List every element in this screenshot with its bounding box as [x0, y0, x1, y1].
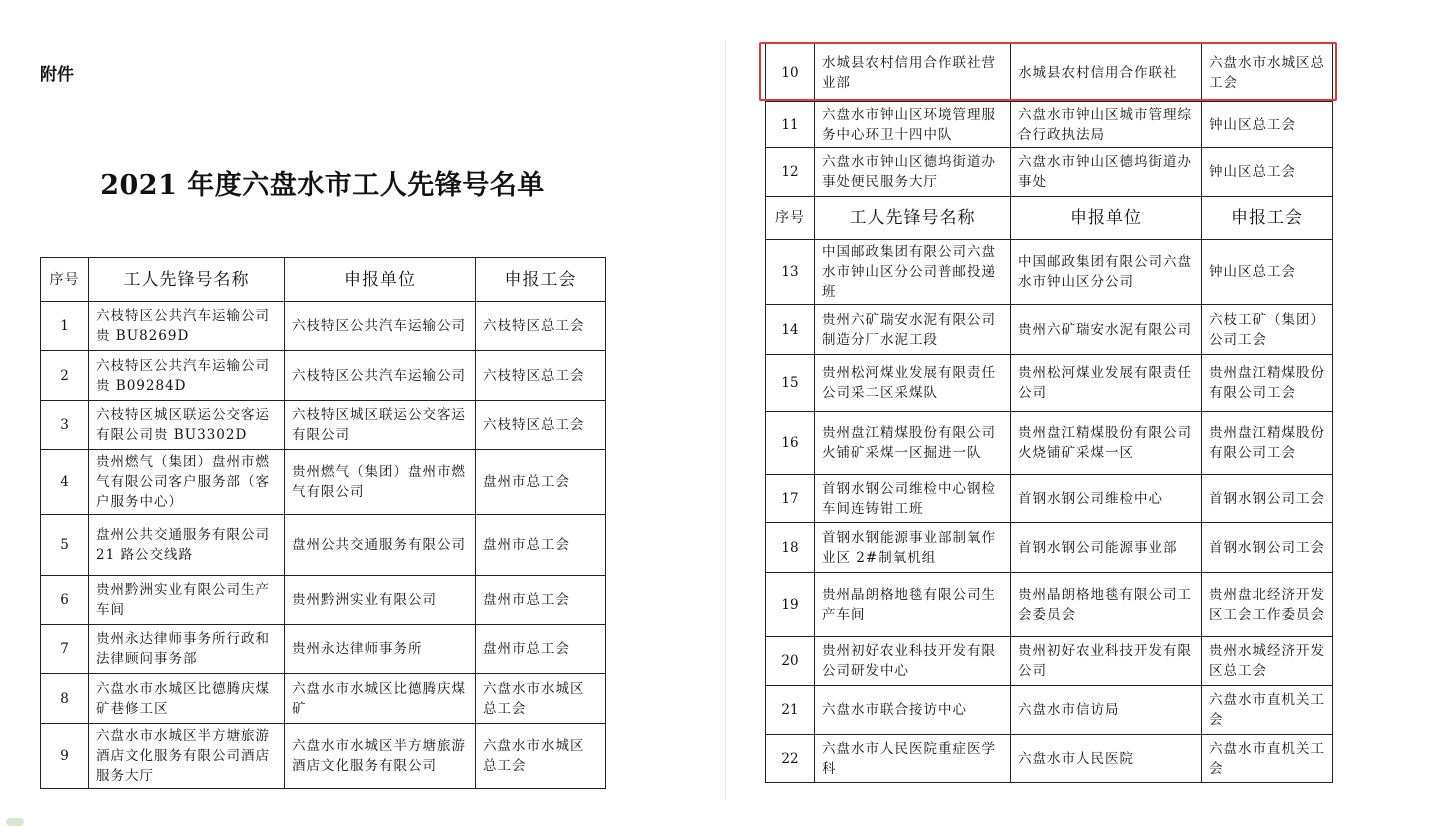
cell-seq: 1 — [41, 302, 89, 351]
cell-unit: 中国邮政集团有限公司六盘水市钟山区分公司 — [1011, 240, 1202, 305]
cell-name: 贵州初好农业科技开发有限公司研发中心 — [815, 637, 1011, 686]
table-header-repeat — [766, 197, 1333, 240]
cell-union: 六盘水市水城区总工会 — [1202, 44, 1333, 102]
header-name: 工人先锋号名称 — [815, 197, 1011, 240]
header-union: 申报工会 — [1202, 197, 1333, 240]
cell-unit: 六枝特区公共汽车运输公司 — [285, 351, 476, 401]
cell-seq: 14 — [766, 305, 815, 355]
cell-name: 首钢水钢能源事业部制氧作业区 2#制氧机组 — [815, 523, 1011, 573]
cell-seq: 9 — [41, 724, 89, 789]
cell-name: 六盘水市水城区比德腾庆煤矿巷修工区 — [89, 674, 285, 724]
cell-union: 六枝工矿（集团）公司工会 — [1202, 305, 1333, 355]
attachment-label: 附件 — [40, 65, 74, 85]
table-row — [41, 401, 606, 450]
cell-unit: 贵州松河煤业发展有限责任公司 — [1011, 355, 1202, 412]
table-row — [41, 450, 606, 515]
cell-seq: 19 — [766, 573, 815, 637]
header-unit: 申报单位 — [1011, 197, 1202, 240]
header-seq: 序号 — [766, 197, 815, 240]
cell-union: 六盘水市水城区总工会 — [476, 674, 606, 724]
cell-union: 首钢水钢公司工会 — [1202, 523, 1333, 573]
cell-name: 贵州永达律师事务所行政和法律顾问事务部 — [89, 625, 285, 674]
cell-seq: 8 — [41, 674, 89, 724]
cell-union: 贵州盘江精煤股份有限公司工会 — [1202, 355, 1333, 412]
cell-unit: 贵州初好农业科技开发有限公司 — [1011, 637, 1202, 686]
cell-name: 六盘水市联合接访中心 — [815, 686, 1011, 735]
cell-union: 六枝特区总工会 — [476, 302, 606, 351]
cell-unit: 贵州燃气（集团）盘州市燃气有限公司 — [285, 450, 476, 515]
cell-unit: 六盘水市人民医院 — [1011, 735, 1202, 783]
cell-name: 贵州盘江精煤股份有限公司火铺矿采煤一区掘进一队 — [815, 412, 1011, 475]
table-row — [766, 44, 1333, 102]
header-unit: 申报单位 — [285, 258, 476, 302]
table-row — [41, 625, 606, 674]
table-row — [766, 412, 1333, 475]
cell-unit: 六盘水市信访局 — [1011, 686, 1202, 735]
table-row — [766, 573, 1333, 637]
page-divider — [725, 40, 726, 800]
cell-seq: 16 — [766, 412, 815, 475]
cell-unit: 贵州晶朗格地毯有限公司工会委员会 — [1011, 573, 1202, 637]
document-title: 2021 年度六盘水市工人先锋号名单 — [100, 170, 545, 201]
cell-union: 六枝特区总工会 — [476, 351, 606, 401]
cell-unit: 盘州公共交通服务有限公司 — [285, 515, 476, 576]
cell-unit: 六盘水市水城区半方塘旅游酒店文化服务有限公司 — [285, 724, 476, 789]
cell-seq: 10 — [766, 44, 815, 102]
cell-name: 水城县农村信用合作联社营业部 — [815, 44, 1011, 102]
table-row — [766, 305, 1333, 355]
cell-unit: 六枝特区城区联运公交客运有限公司 — [285, 401, 476, 450]
cell-seq: 3 — [41, 401, 89, 450]
header-name: 工人先锋号名称 — [89, 258, 285, 302]
cell-unit: 六枝特区公共汽车运输公司 — [285, 302, 476, 351]
cell-unit: 六盘水市钟山区城市管理综合行政执法局 — [1011, 102, 1202, 148]
cell-union: 贵州盘北经济开发区工会工作委员会 — [1202, 573, 1333, 637]
table-row — [766, 240, 1333, 305]
table-row — [766, 686, 1333, 735]
cell-union: 贵州盘江精煤股份有限公司工会 — [1202, 412, 1333, 475]
cell-union: 钟山区总工会 — [1202, 102, 1333, 148]
table-row — [41, 724, 606, 789]
table-row — [766, 735, 1333, 783]
cell-seq: 18 — [766, 523, 815, 573]
table-row — [766, 523, 1333, 573]
cell-seq: 12 — [766, 148, 815, 197]
cell-name: 贵州黔洲实业有限公司生产车间 — [89, 576, 285, 625]
honor-list-table-left — [40, 257, 606, 789]
table-row — [41, 351, 606, 401]
cell-name: 六盘水市钟山区德坞街道办事处便民服务大厅 — [815, 148, 1011, 197]
cell-seq: 17 — [766, 475, 815, 523]
cell-seq: 11 — [766, 102, 815, 148]
cell-seq: 7 — [41, 625, 89, 674]
cell-seq: 13 — [766, 240, 815, 305]
cell-union: 六盘水市水城区总工会 — [476, 724, 606, 789]
cell-name: 中国邮政集团有限公司六盘水市钟山区分公司普邮投递班 — [815, 240, 1011, 305]
cell-unit: 首钢水钢公司维检中心 — [1011, 475, 1202, 523]
cell-seq: 5 — [41, 515, 89, 576]
cell-unit: 六盘水市水城区比德腾庆煤矿 — [285, 674, 476, 724]
table-row — [41, 674, 606, 724]
table-row — [41, 576, 606, 625]
table-body-left — [41, 302, 606, 789]
cell-unit: 水城县农村信用合作联社 — [1011, 44, 1202, 102]
cell-unit: 贵州盘江精煤股份有限公司火烧铺矿采煤一区 — [1011, 412, 1202, 475]
cell-union: 贵州水城经济开发区总工会 — [1202, 637, 1333, 686]
cell-unit: 贵州永达律师事务所 — [285, 625, 476, 674]
cell-union: 六盘水市直机关工会 — [1202, 686, 1333, 735]
cell-seq: 4 — [41, 450, 89, 515]
table-row — [766, 355, 1333, 412]
table-row — [766, 475, 1333, 523]
cell-name: 六枝特区城区联运公交客运有限公司贵 BU3302D — [89, 401, 285, 450]
cell-union: 钟山区总工会 — [1202, 240, 1333, 305]
cell-seq: 22 — [766, 735, 815, 783]
cell-union: 六枝特区总工会 — [476, 401, 606, 450]
cell-union: 盘州市总工会 — [476, 515, 606, 576]
cell-name: 六盘水市钟山区环境管理服务中心环卫十四中队 — [815, 102, 1011, 148]
cell-name: 首钢水钢公司维检中心钢检车间连铸钳工班 — [815, 475, 1011, 523]
cell-name: 六盘水市水城区半方塘旅游酒店文化服务有限公司酒店服务大厅 — [89, 724, 285, 789]
cell-unit: 贵州黔洲实业有限公司 — [285, 576, 476, 625]
cell-name: 贵州燃气（集团）盘州市燃气有限公司客户服务部（客户服务中心） — [89, 450, 285, 515]
header-union: 申报工会 — [476, 258, 606, 302]
cell-union: 钟山区总工会 — [1202, 148, 1333, 197]
cell-name: 六盘水市人民医院重症医学科 — [815, 735, 1011, 783]
cell-union: 六盘水市直机关工会 — [1202, 735, 1333, 783]
cell-seq: 15 — [766, 355, 815, 412]
table-row — [766, 637, 1333, 686]
cell-name: 盘州公共交通服务有限公司 21 路公交线路 — [89, 515, 285, 576]
cell-name: 贵州六矿瑞安水泥有限公司制造分厂水泥工段 — [815, 305, 1011, 355]
table-row — [41, 515, 606, 576]
cell-union: 首钢水钢公司工会 — [1202, 475, 1333, 523]
scroll-indicator[interactable] — [6, 818, 24, 826]
cell-name: 贵州晶朗格地毯有限公司生产车间 — [815, 573, 1011, 637]
cell-union: 盘州市总工会 — [476, 576, 606, 625]
cell-name: 六枝特区公共汽车运输公司贵 B09284D — [89, 351, 285, 401]
cell-seq: 20 — [766, 637, 815, 686]
cell-union: 盘州市总工会 — [476, 450, 606, 515]
table-row — [766, 148, 1333, 197]
cell-unit: 六盘水市钟山区德坞街道办事处 — [1011, 148, 1202, 197]
honor-list-table-right — [765, 43, 1333, 783]
table-header-row — [41, 258, 606, 302]
table-row — [766, 102, 1333, 148]
cell-name: 六枝特区公共汽车运输公司贵 BU8269D — [89, 302, 285, 351]
cell-seq: 2 — [41, 351, 89, 401]
cell-seq: 6 — [41, 576, 89, 625]
table-body-right-bottom — [766, 240, 1333, 783]
header-seq: 序号 — [41, 258, 89, 302]
table-body-right-top — [766, 44, 1333, 197]
table-row — [41, 302, 606, 351]
table-header-row — [766, 197, 1333, 240]
cell-union: 盘州市总工会 — [476, 625, 606, 674]
cell-name: 贵州松河煤业发展有限责任公司采二区采煤队 — [815, 355, 1011, 412]
cell-unit: 首钢水钢公司能源事业部 — [1011, 523, 1202, 573]
cell-seq: 21 — [766, 686, 815, 735]
cell-unit: 贵州六矿瑞安水泥有限公司 — [1011, 305, 1202, 355]
